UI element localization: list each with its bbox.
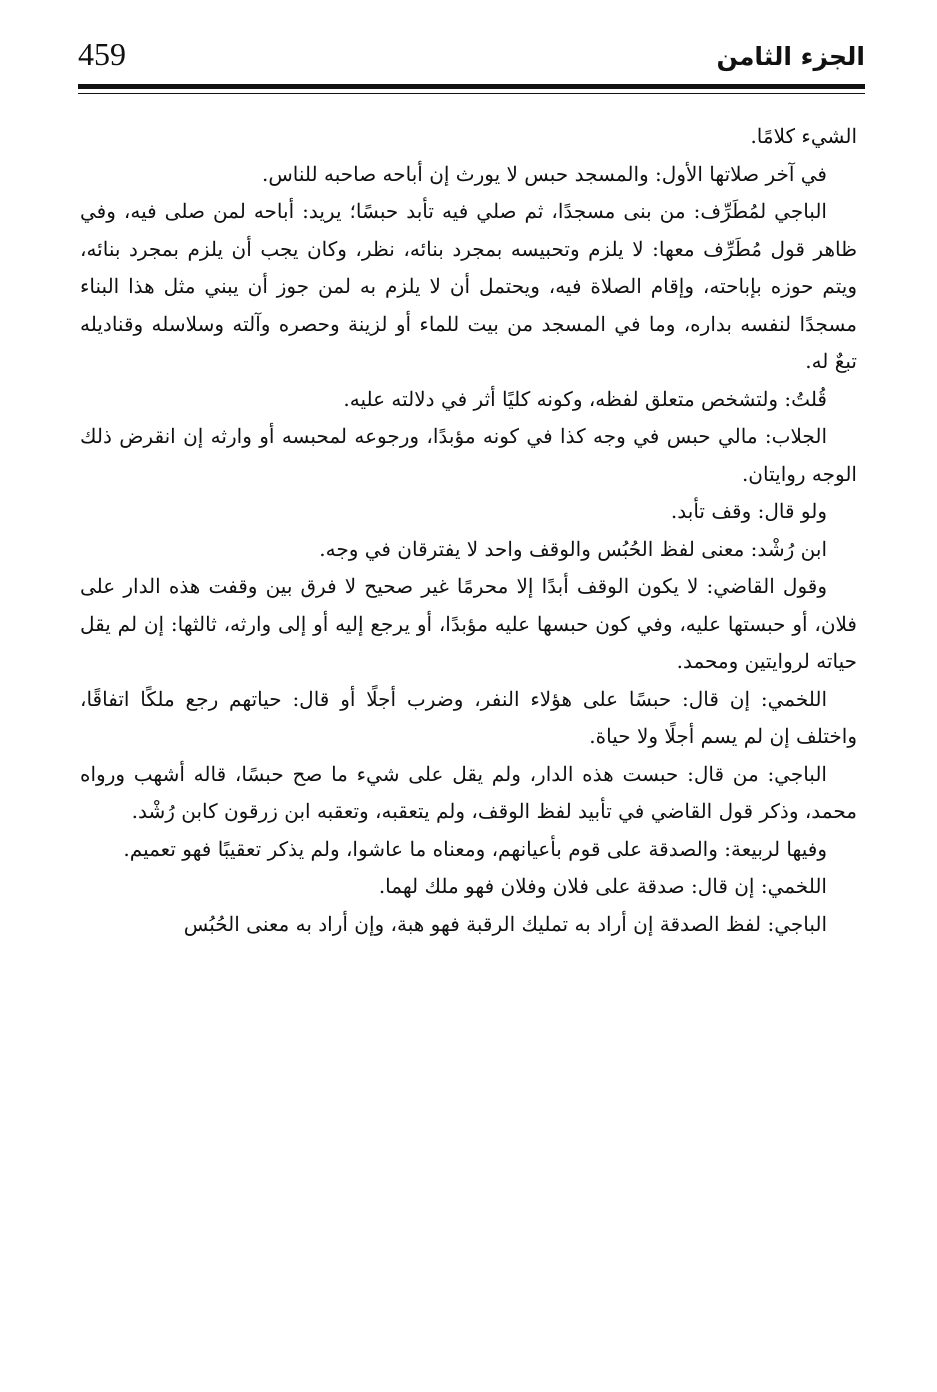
paragraph: ولو قال: وقف تأبد.	[670, 499, 827, 523]
paragraph: الباجي لمُطَرِّف: من بنى مسجدًا، ثم صلي فيه تأبد حبسًا؛ يريد: أباحه لمن صلى فيه، وفي ظاهر قول مُطَرِّف معها: لا يلزم وتحبيسه بمجرد بنائه، نظر، وكان يجب أن يلزم بمجرد بنائه، ويتم حوزه بإباحته، وإقام الصلاة فيه، ويحتمل أن لا يلزم به لمن جوز أن يبني مثل هذا البناء مسجدًا لنفسه بداره، وما في المسجد من بيت للماء أو لزينة وحصره وآلته وسلاسله وقناديله تبعٌ له.	[80, 199, 858, 373]
paragraph: الشيء كلامًا.	[750, 124, 857, 148]
running-title: الجزء الثامن	[716, 42, 865, 71]
paragraph: الجلاب: مالي حبس في وجه كذا في كونه مؤبدًا، ورجوعه لمحبسه أو وارثه إن انقرض ذلك الوجه روايتان.	[80, 424, 857, 486]
page-number: 459	[78, 36, 126, 72]
header-rule-thick	[78, 84, 865, 89]
paragraph: اللخمي: إن قال: حبسًا على هؤلاء النفر، وضرب أجلًا أو قال: حياتهم رجع ملكًا اتفاقًا، واختلف إن لم يسم أجلًا ولا حياة.	[80, 686, 857, 748]
paragraph: الباجي: من قال: حبست هذه الدار، ولم يقل على شيء ما صح حبسًا، قاله أشهب ورواه محمد، وذكر قول القاضي في تأبيد لفظ الوقف، ولم يتعقبه، وتعقبه ابن زرقون كابن رُشْد.	[80, 761, 857, 823]
body-text	[80, 118, 857, 943]
paragraph: ابن رُشْد: معنى لفظ الحُبُس والوقف واحد لا يفترقان في وجه.	[319, 536, 827, 561]
paragraph: الباجي: لفظ الصدقة إن أراد به تمليك الرقبة فهو هبة، وإن أراد به معنى الحُبُس	[183, 911, 827, 936]
header-rule-thin	[78, 93, 865, 94]
paragraph: وقول القاضي: لا يكون الوقف أبدًا إلا محرمًا غير صحيح لا فرق بين وقفت هذه الدار على فلان، أو حبستها عليه، وفي كون حبسها عليه مؤبدًا، أو يرجع إليه أو إلى وارثه، ثالثها: إن لم يقل حياته لروايتين ومحمد.	[80, 574, 857, 673]
paragraph: اللخمي: إن قال: صدقة على فلان وفلان فهو ملك لهما.	[378, 874, 827, 898]
paragraph: قُلتُ: ولتشخص متعلق لفظه، وكونه كليًا أثر في دلالته عليه.	[343, 386, 827, 411]
paragraph: وفيها لربيعة: والصدقة على قوم بأعيانهم، ومعناه ما عاشوا، ولم يذكر تعقيبًا فهو تعميم.	[123, 836, 827, 861]
paragraph: في آخر صلاتها الأول: والمسجد حبس لا يورث إن أباحه صاحبه للناس.	[262, 161, 827, 186]
page-header	[78, 34, 865, 82]
